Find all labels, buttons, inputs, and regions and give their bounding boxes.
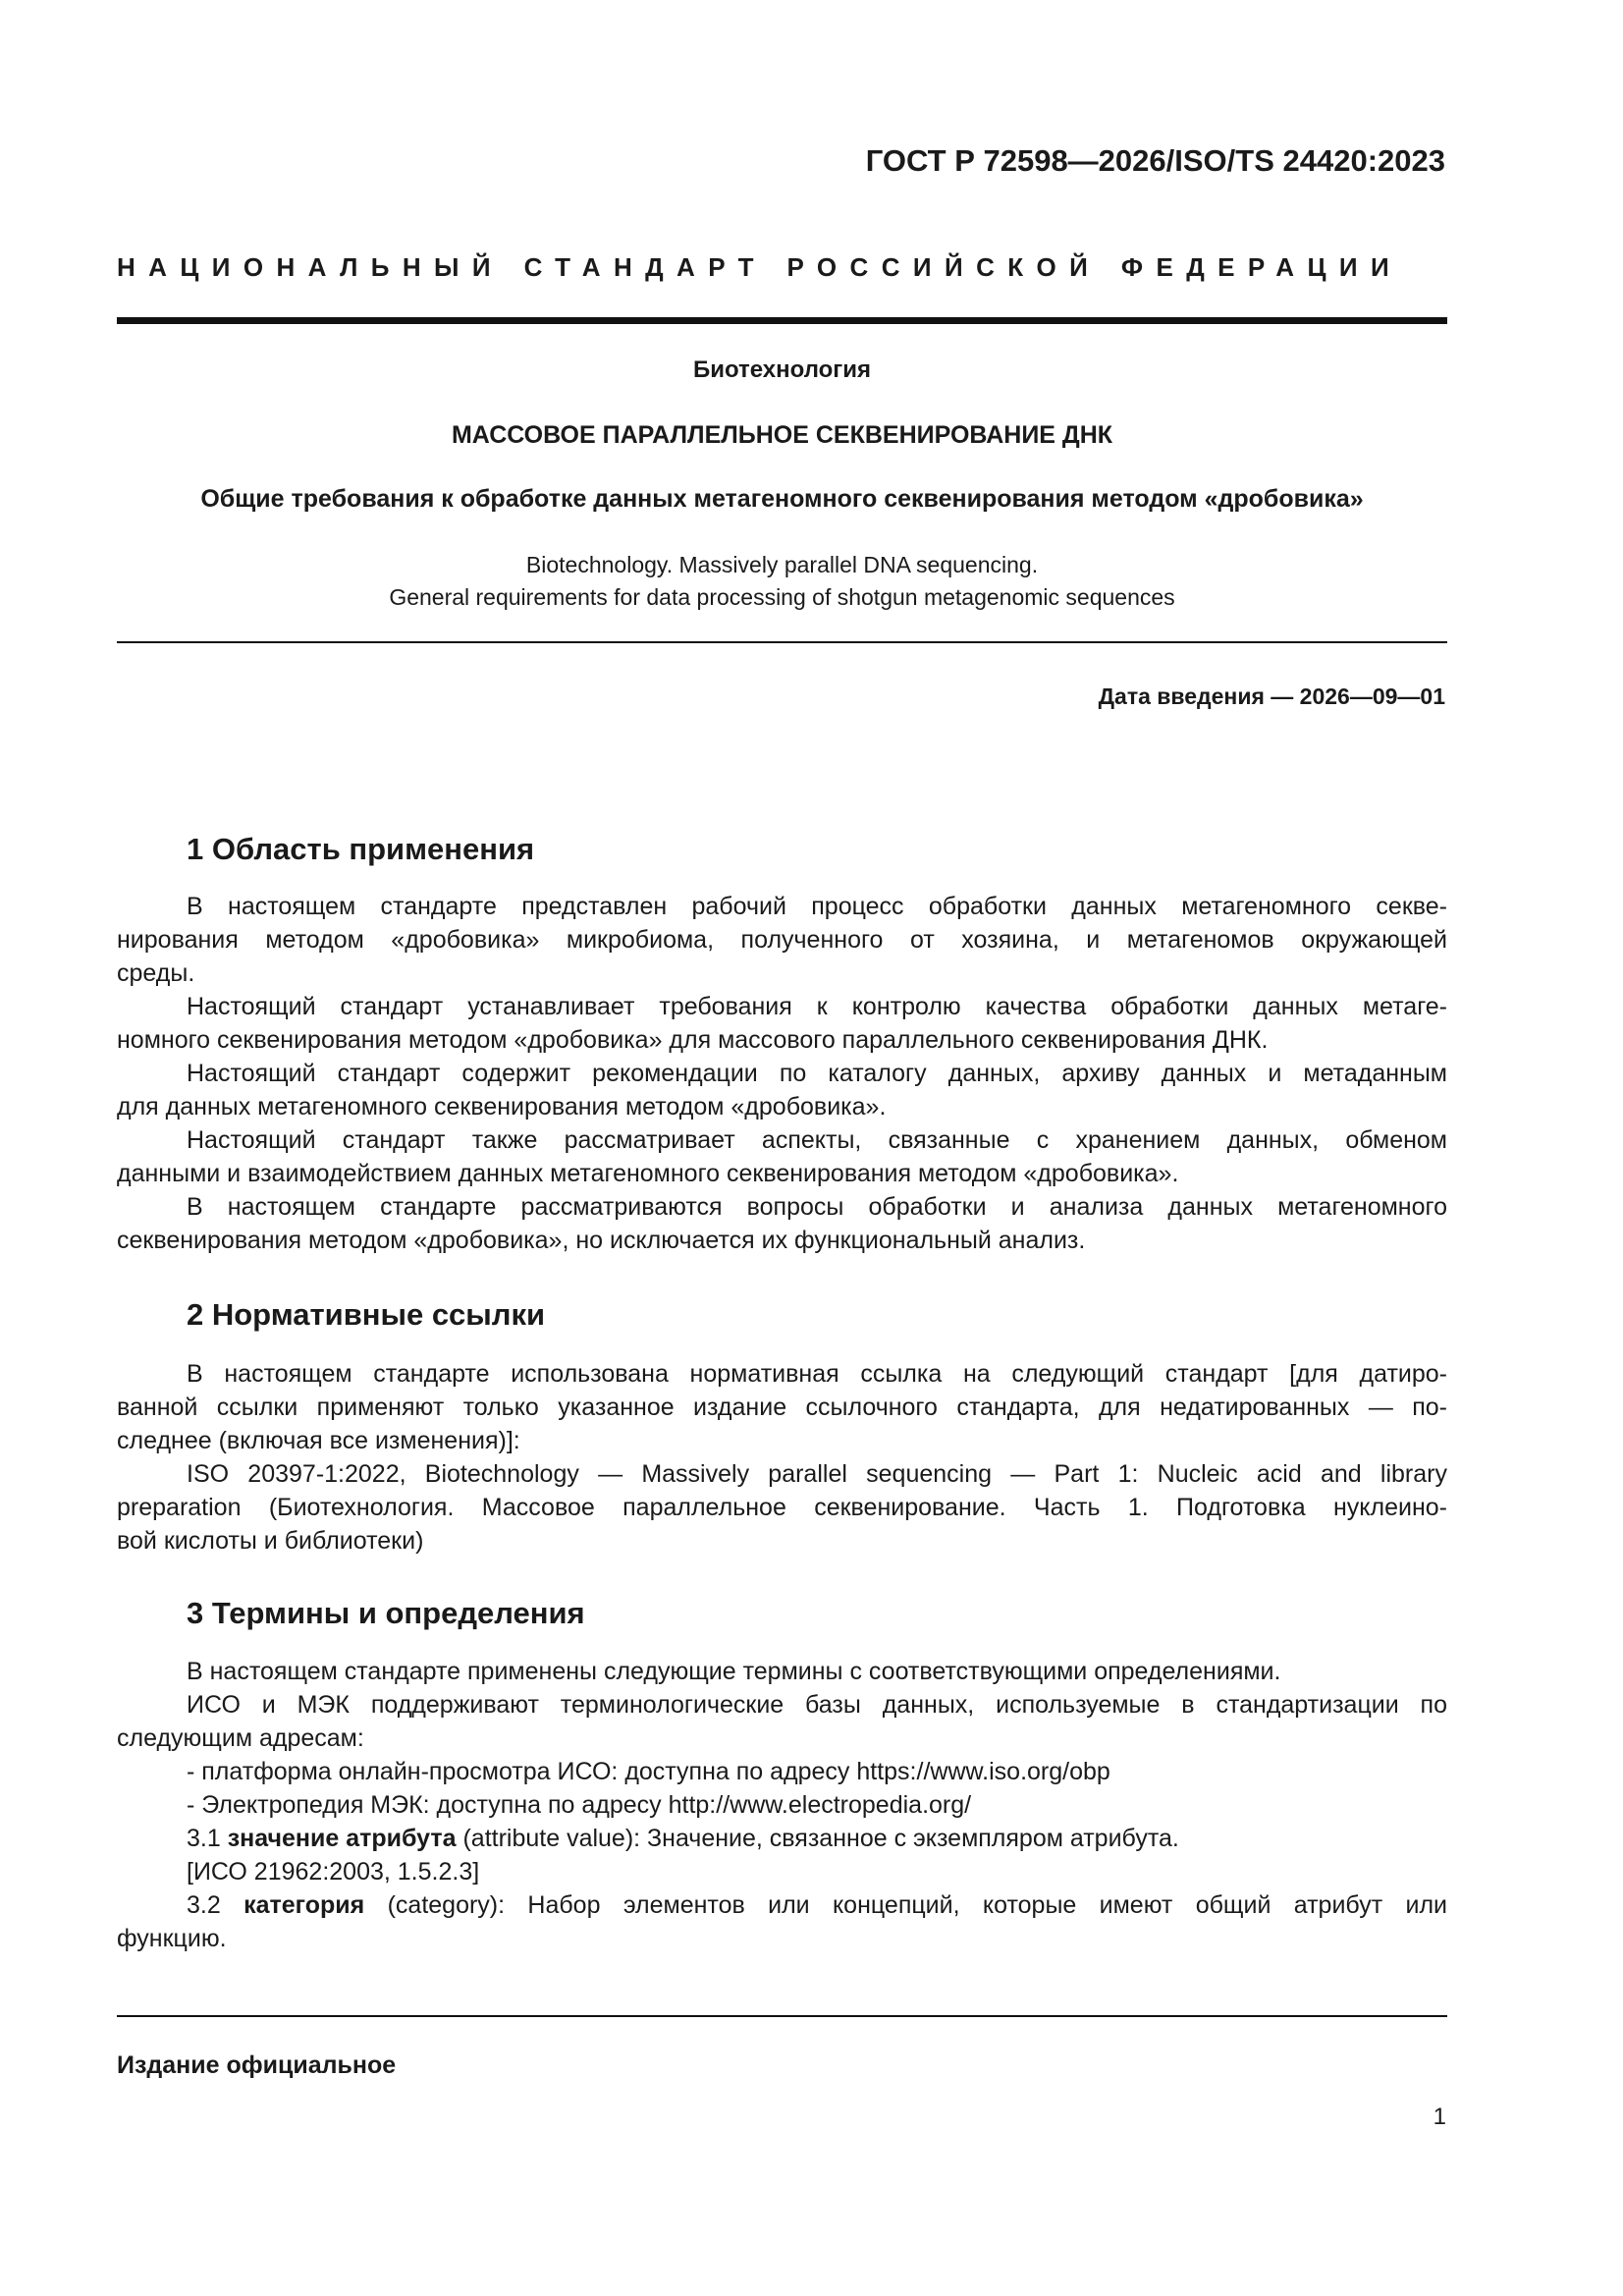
introduction-date: Дата введения — 2026—09—01	[1098, 683, 1445, 709]
term-definition: (category): Набор элементов или концепций, которые имеют общий атрибут или	[364, 1891, 1447, 1919]
text-line: нирования методом «дробовика» микробиома, полученного от хозяина, и метагеномов окружающей	[117, 926, 1447, 954]
bullet-item: - платформа онлайн-просмотра ИСО: доступна по адресу https://www.iso.org/obp	[187, 1758, 1110, 1785]
text-line: В настоящем стандарте представлен рабочий процесс обработки данных метагеномного секве-	[187, 893, 1447, 920]
text-line: следующим адресам:	[117, 1724, 364, 1752]
text-line: номного секвенирования методом «дробовика» для массового параллельного секвенирования ДНК.	[117, 1026, 1269, 1054]
text-line: ванной ссылки применяют только указанное издание ссылочного стандарта, для недатированных — по-	[117, 1394, 1447, 1421]
subject-title: Биотехнология	[692, 356, 872, 383]
official-edition-label: Издание официальное	[117, 2051, 397, 2079]
text-line: следнее (включая все изменения)]:	[117, 1427, 520, 1454]
section-1-heading: 1 Область применения	[187, 832, 535, 866]
english-title	[117, 549, 1447, 614]
text-line: ISO 20397-1:2022, Biotechnology — Massively parallel sequencing — Part 1: Nucleic acid and library	[187, 1460, 1447, 1488]
text-line: среды.	[117, 959, 195, 987]
text-line: секвенирования методом «дробовика», но исключается их функциональный анализ.	[117, 1227, 1086, 1254]
footer-divider	[117, 2015, 1447, 2017]
section-1-body	[117, 890, 1447, 1257]
term-name: категория	[243, 1891, 365, 1919]
text-line: данными и взаимодействием данных метагеномного секвенирования методом «дробовика».	[117, 1160, 1179, 1187]
english-title-line-1: Biotechnology. Massively parallel DNA sequencing.	[525, 552, 1039, 577]
term-3-2	[117, 1888, 1447, 1922]
text-line: ИСО и МЭК поддерживают терминологические базы данных, используемые в стандартизации по	[187, 1691, 1447, 1719]
text-line: В настоящем стандарте применены следующие термины с соответствующими определениями.	[187, 1658, 1281, 1685]
document-code: ГОСТ Р 72598—2026/ISO/TS 24420:2023	[865, 143, 1445, 178]
main-title: МАССОВОЕ ПАРАЛЛЕЛЬНОЕ СЕКВЕНИРОВАНИЕ ДНК	[451, 421, 1113, 449]
text-line: вой кислоты и библиотеки)	[117, 1527, 424, 1555]
text-line: В настоящем стандарте рассматриваются вопросы обработки и анализа данных метагеномного	[187, 1193, 1447, 1221]
english-title-line-2: General requirements for data processing of shotgun metagenomic sequences	[389, 584, 1175, 610]
section-2-heading: 2 Нормативные ссылки	[187, 1297, 546, 1332]
text-line: Настоящий стандарт устанавливает требования к контролю качества обработки данных метаге-	[187, 993, 1447, 1020]
title-divider	[117, 641, 1447, 643]
term-source: [ИСО 21962:2003, 1.5.2.3]	[187, 1858, 480, 1886]
term-number: 3.1	[187, 1825, 228, 1852]
text-line: Настоящий стандарт также рассматривает аспекты, связанные с хранением данных, обменом	[187, 1126, 1447, 1154]
term-name: значение атрибута	[227, 1825, 457, 1852]
text-line: preparation (Биотехнология. Массовое параллельное секвенирование. Часть 1. Подготовка нуклеино-	[117, 1494, 1447, 1521]
national-standard-banner: НАЦИОНАЛЬНЫЙ СТАНДАРТ РОССИЙСКОЙ ФЕДЕРАЦИИ	[117, 252, 1403, 282]
section-2-body	[117, 1357, 1447, 1558]
term-3-1	[117, 1822, 1447, 1855]
text-line: Настоящий стандарт содержит рекомендации по каталогу данных, архиву данных и метаданным	[187, 1060, 1447, 1087]
page-number: 1	[1433, 2104, 1446, 2130]
sub-title: Общие требования к обработке данных метагеномного секвенирования методом «дробовика»	[200, 485, 1364, 513]
bullet-item: - Электропедия МЭК: доступна по адресу http://www.electropedia.org/	[187, 1791, 972, 1819]
text-line: для данных метагеномного секвенирования методом «дробовика».	[117, 1093, 887, 1121]
thick-divider	[117, 317, 1447, 324]
section-3-heading: 3 Термины и определения	[187, 1596, 585, 1630]
term-number: 3.2	[187, 1891, 244, 1919]
text-line: В настоящем стандарте использована нормативная ссылка на следующий стандарт [для датиро-	[187, 1360, 1447, 1388]
section-3-body	[117, 1655, 1447, 1955]
term-definition: (attribute value): Значение, связанное с экземпляром атрибута.	[456, 1825, 1179, 1852]
text-line: функцию.	[117, 1925, 227, 1952]
